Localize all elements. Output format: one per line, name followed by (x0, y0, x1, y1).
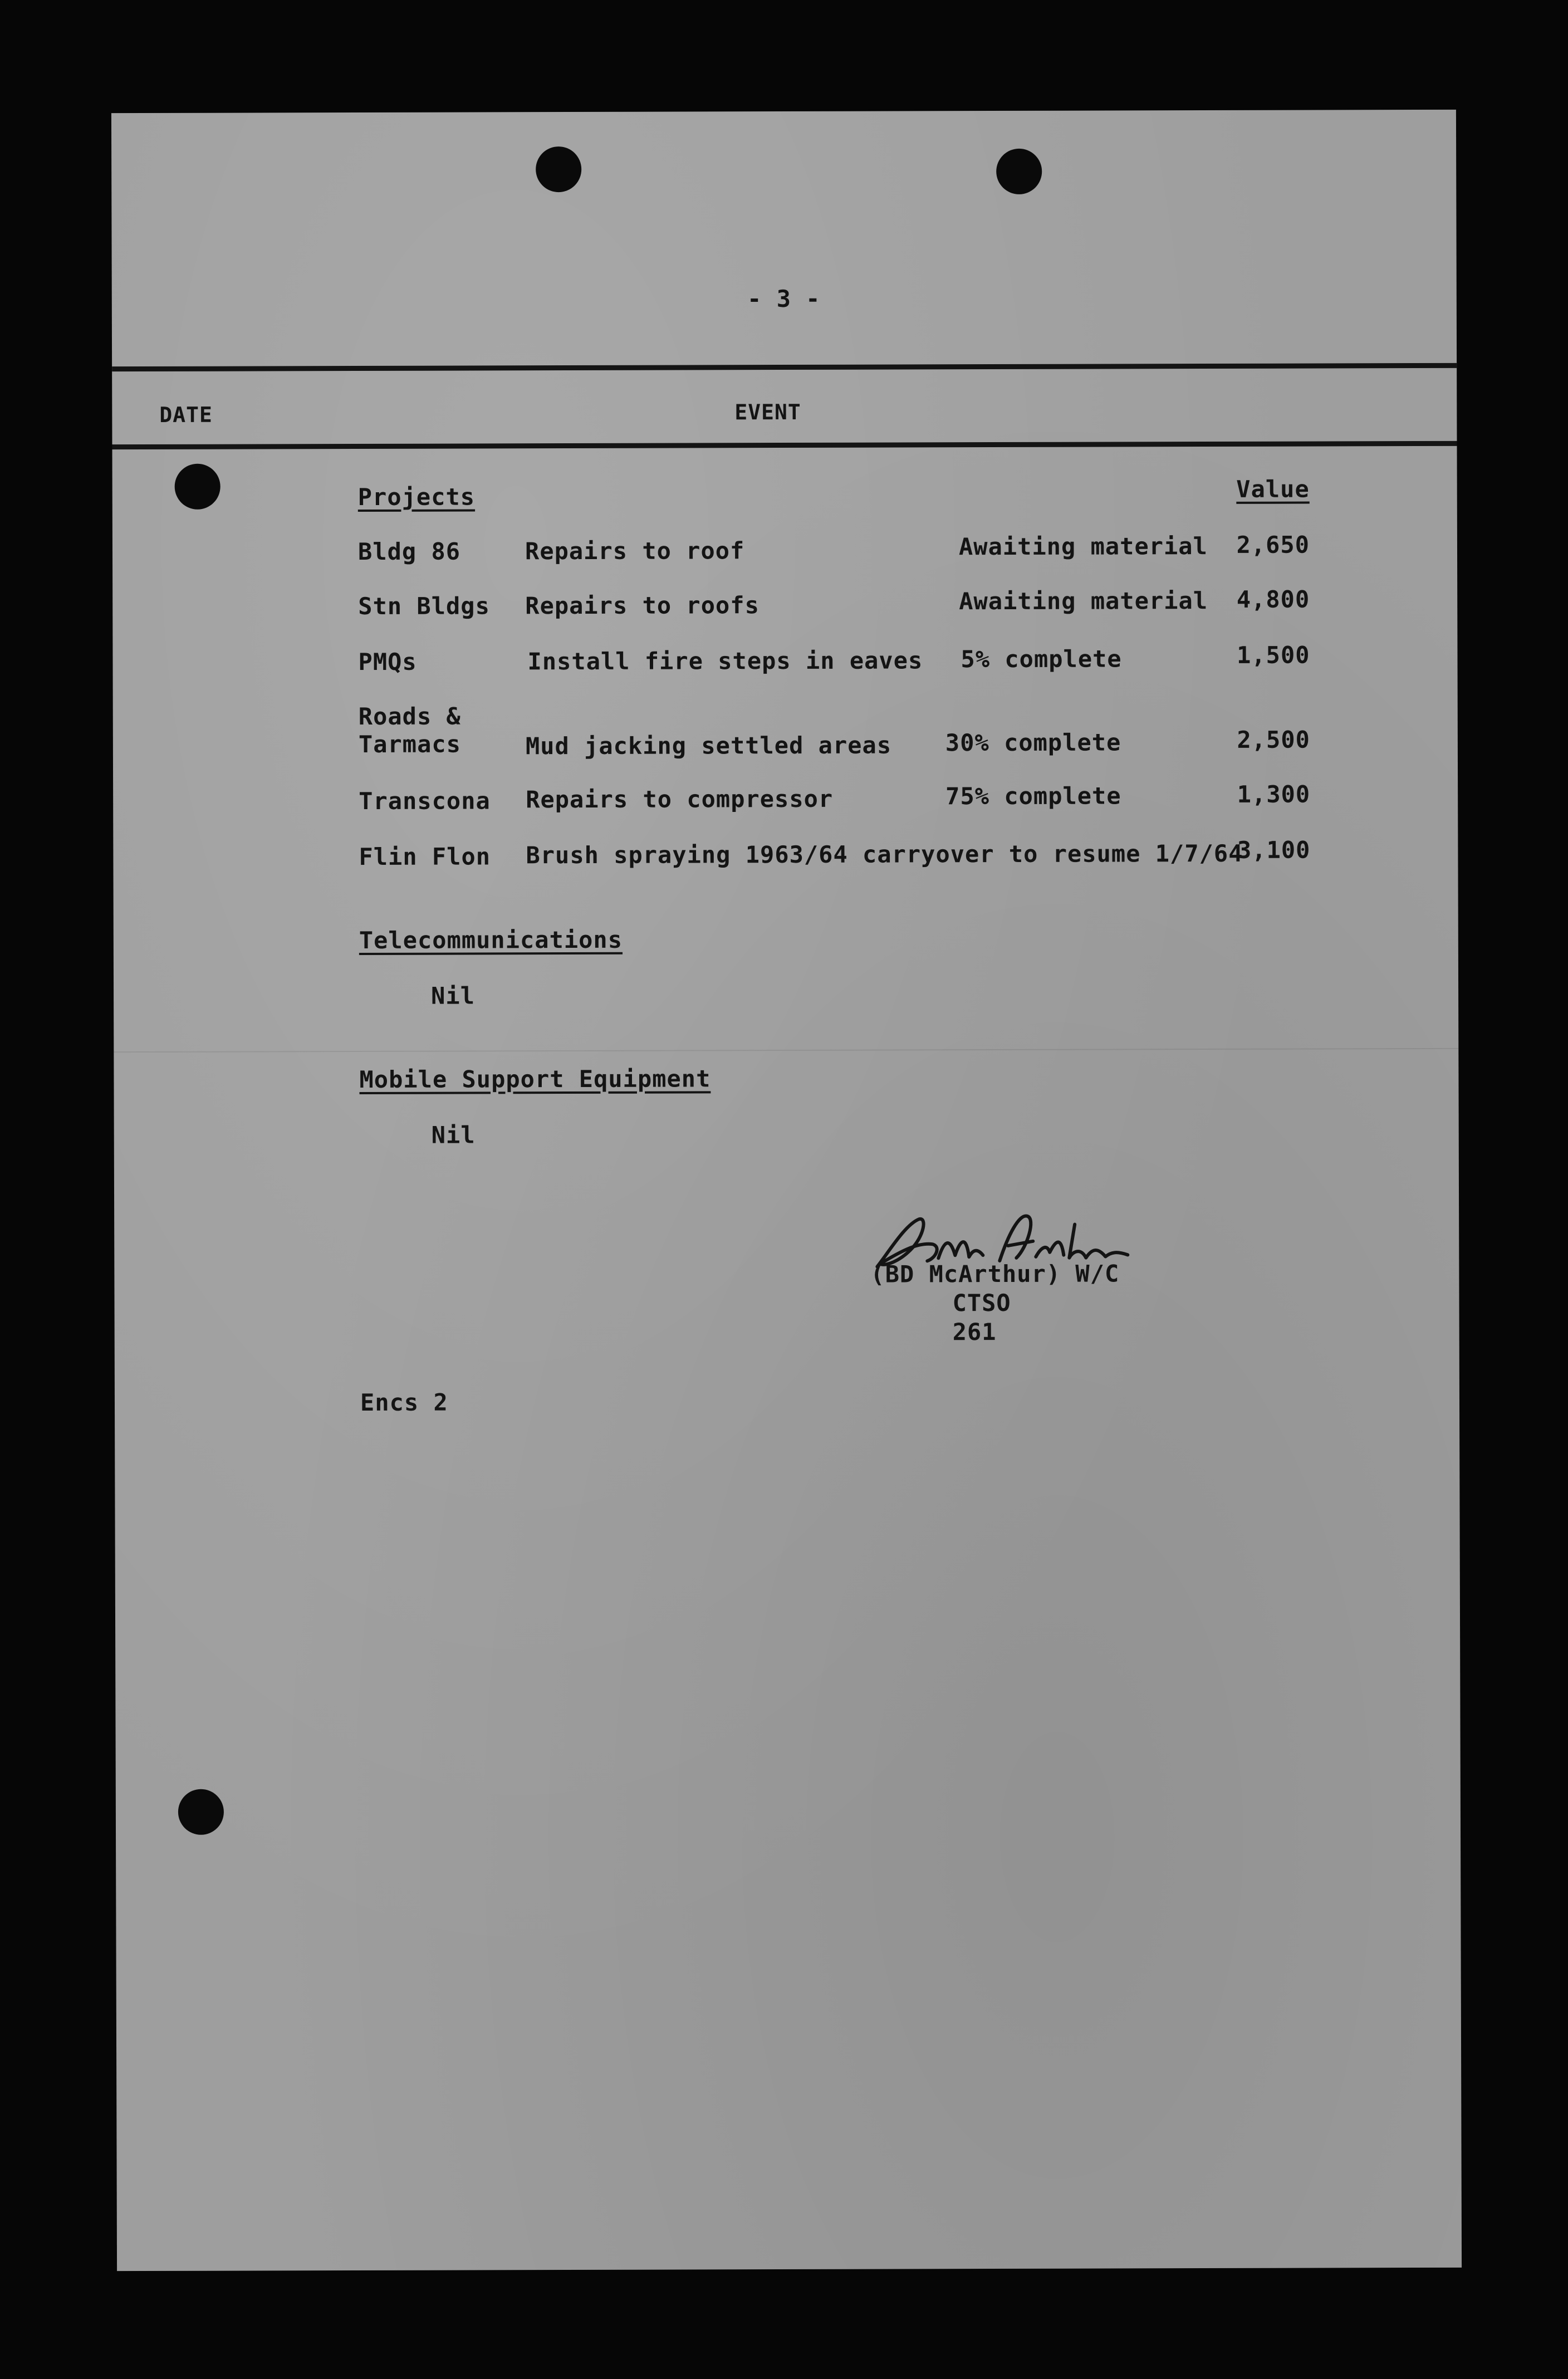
mobile-support-value: Nil (431, 1121, 476, 1149)
signatory-title: CTSO (952, 1289, 1011, 1317)
value-heading: Value (1236, 475, 1310, 503)
header-bottom-rule (112, 441, 1457, 449)
event-column-header: EVENT (734, 399, 801, 425)
punch-hole (536, 146, 581, 192)
project-value: 1,300 (1237, 780, 1311, 808)
telecommunications-value: Nil (431, 982, 476, 1010)
projects-heading: Projects (357, 483, 476, 511)
project-name: Stn Bldgs (358, 592, 490, 620)
project-value: 1,500 (1236, 641, 1310, 669)
project-description: Repairs to roofs (525, 591, 759, 620)
project-status: Awaiting material (959, 587, 1208, 615)
enclosures-note: Encs 2 (360, 1388, 448, 1417)
project-status: 30% complete (945, 728, 1121, 757)
project-name: Transcona (359, 787, 491, 815)
telecommunications-heading: Telecommunications (359, 926, 623, 954)
project-description: Repairs to compressor (526, 785, 834, 814)
project-description: Brush spraying 1963/64 carryover to resume 1/7/64 (526, 839, 1243, 869)
signatory-name: (BD McArthur) W/C (870, 1260, 1120, 1288)
date-column-header: DATE (159, 402, 213, 427)
punch-hole (175, 464, 220, 510)
project-status: Awaiting material (958, 532, 1208, 561)
page-number: - 3 - (747, 285, 821, 313)
project-value: 3,100 (1237, 836, 1311, 864)
project-description: Repairs to roof (525, 537, 745, 565)
project-value: 4,800 (1236, 585, 1310, 613)
project-status: 5% complete (961, 645, 1122, 673)
mobile-support-heading: Mobile Support Equipment (359, 1065, 711, 1094)
signatory-unit: 261 (952, 1318, 997, 1346)
project-value: 2,500 (1237, 726, 1310, 753)
punch-hole (996, 149, 1042, 194)
project-value: 2,650 (1236, 531, 1310, 559)
project-name: Bldg 86 (357, 537, 461, 566)
project-name: Flin Flon (359, 843, 491, 871)
punch-hole (178, 1789, 224, 1835)
project-description: Install fire steps in eaves (527, 647, 923, 675)
project-name: Roads & Tarmacs (358, 702, 461, 758)
project-name: PMQs (358, 648, 417, 676)
project-description: Mud jacking settled areas (525, 731, 892, 760)
document-page (111, 110, 1462, 2271)
project-status: 75% complete (945, 782, 1121, 810)
fold-crease (114, 1048, 1458, 1053)
header-top-rule (112, 363, 1457, 371)
